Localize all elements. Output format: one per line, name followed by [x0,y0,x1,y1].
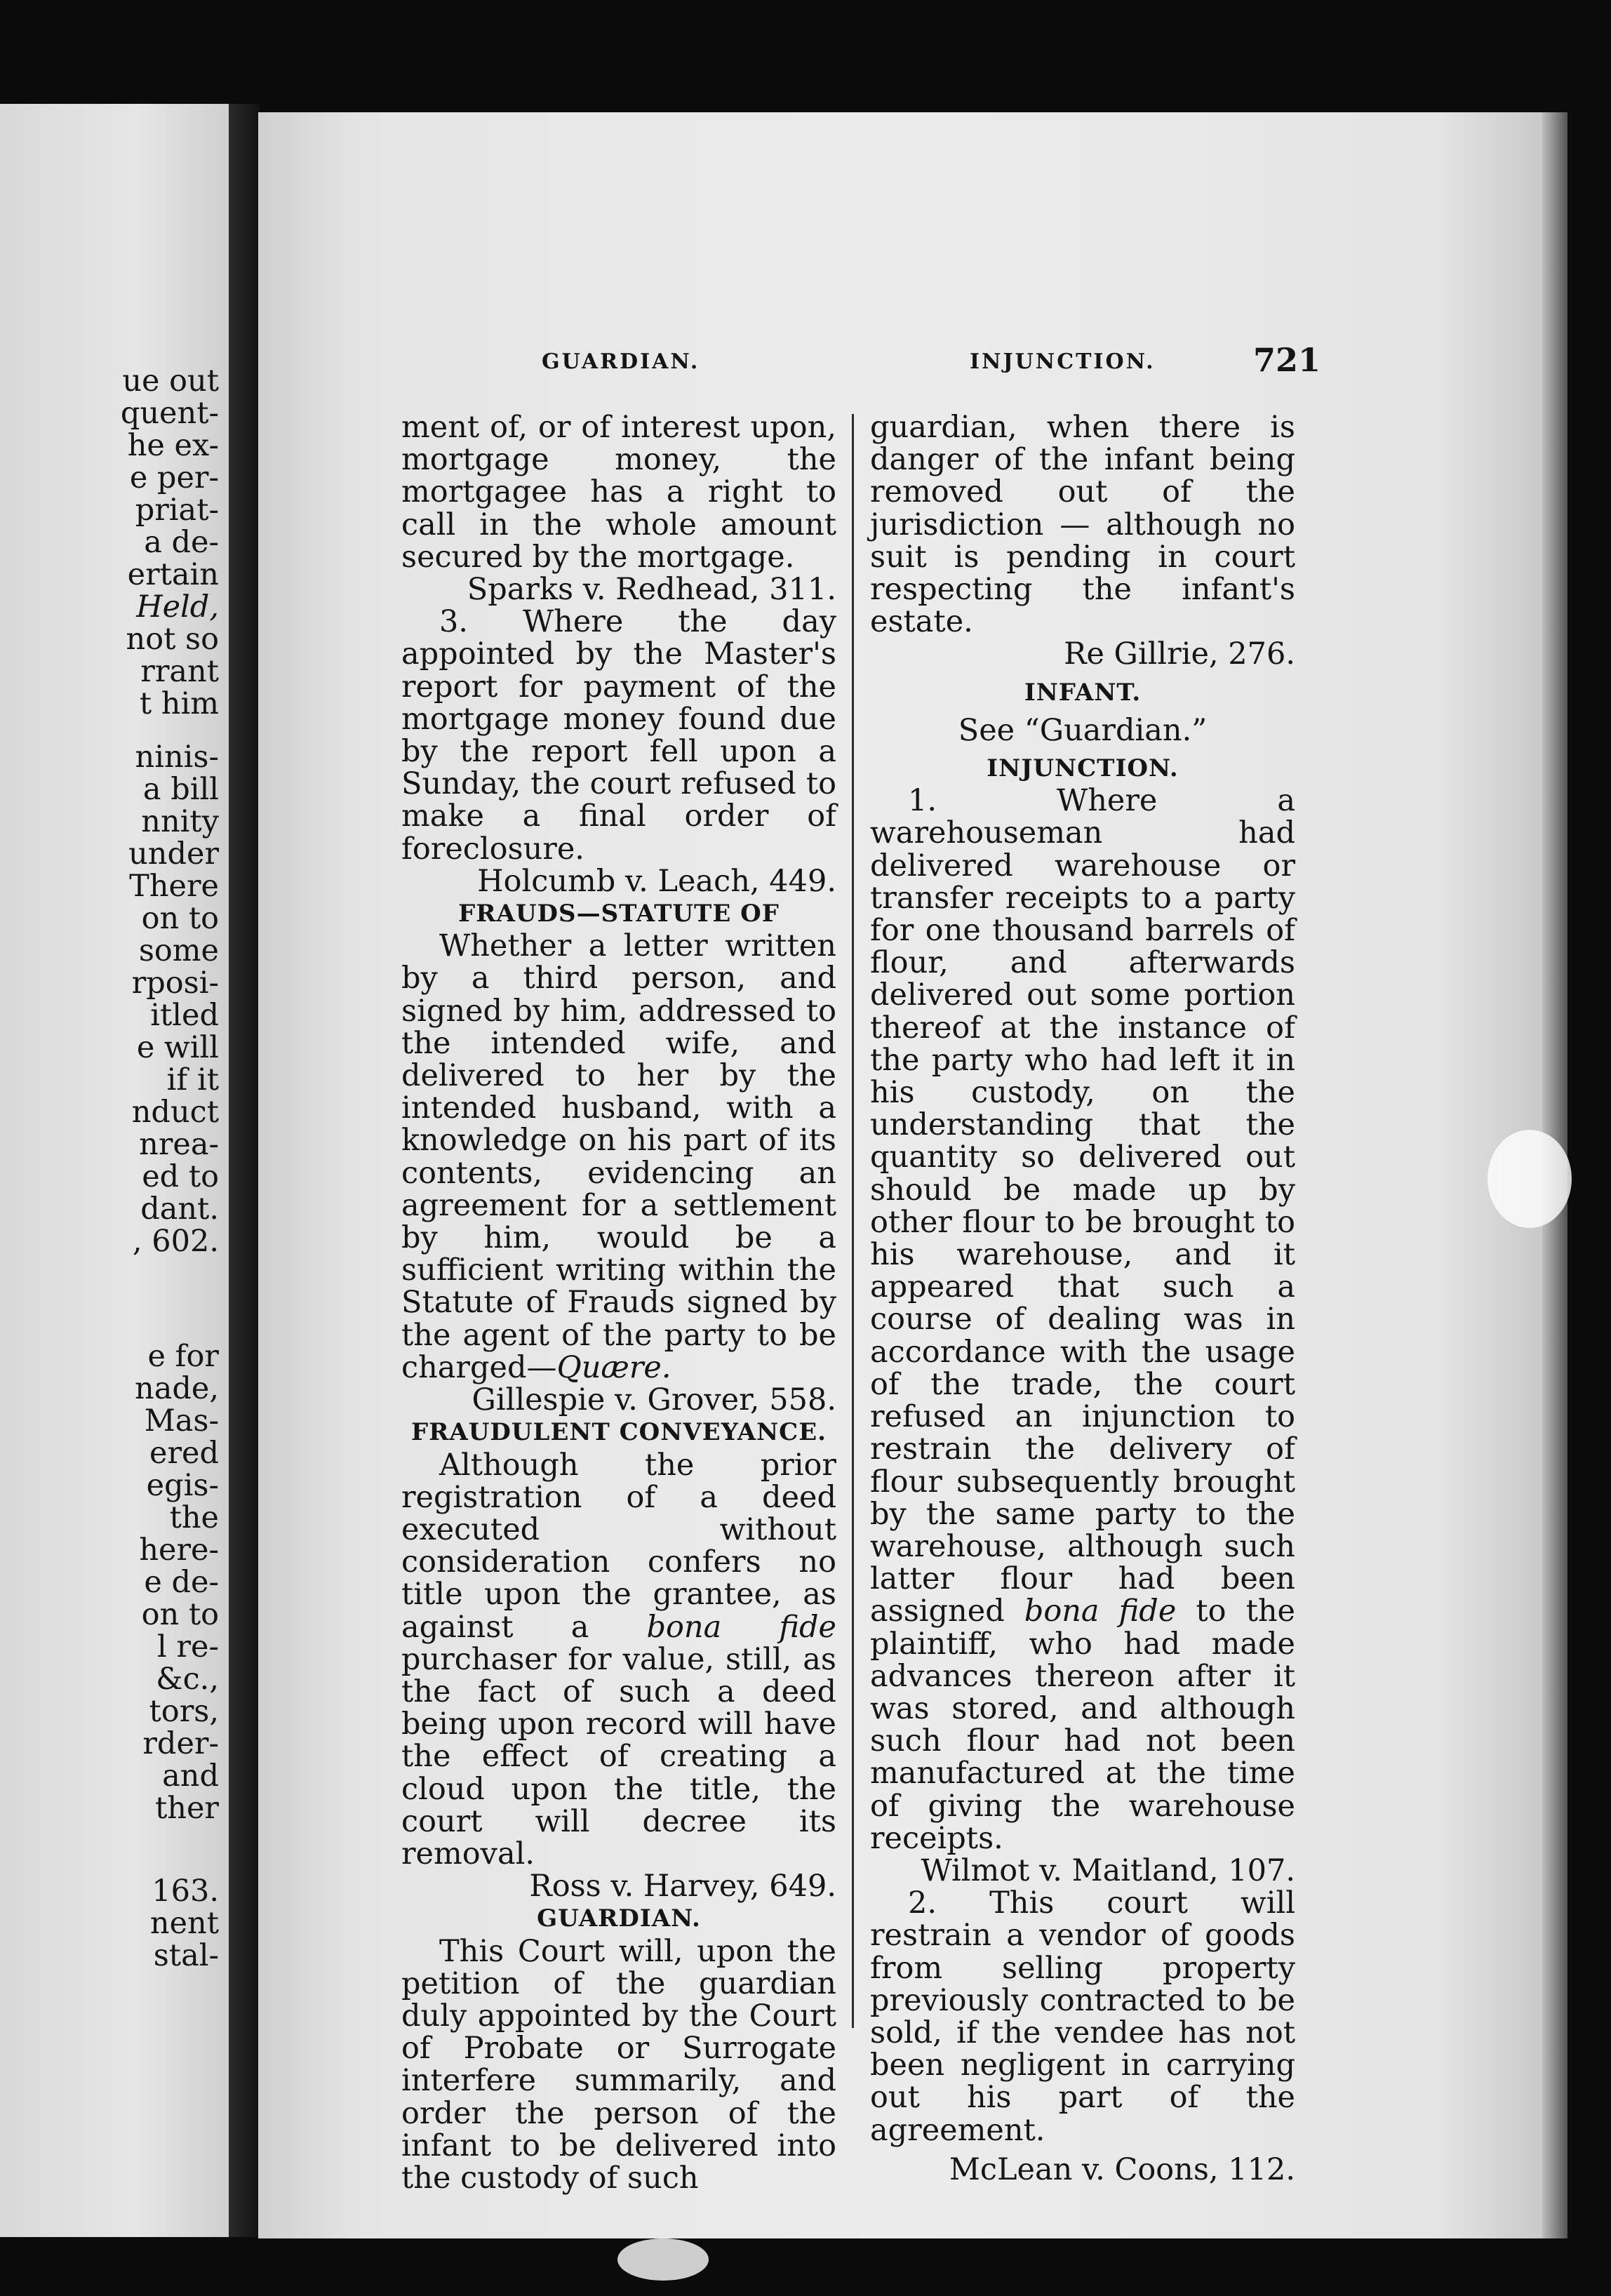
left-page-line: ered [149,1436,219,1471]
left-page-text-block-3 [135,1340,219,1824]
paragraph: Although the prior registration of a deed executed without consideration confers no title upon the grantee, as against a bona fide purchaser for value, still, as the fact of such a deed being upon record will have the effect of creating a cloud upon the title, the court will decree its removal. [401,1447,836,1871]
case-citation: Re Gillrie, 276. [1064,636,1295,672]
left-page-line: t him [139,686,219,721]
left-page-line: egis- [146,1468,219,1503]
paragraph: This Court will, upon the petition of the guardian duly appointed by the Court of Probate or Surrogate interfere summarily, and order the person of the infant to be delivered into the custody of such [401,1933,836,2196]
left-page-line: a bill [142,772,219,807]
left-page-line: &c., [156,1662,219,1697]
left-page-line: ertain [127,557,219,592]
left-page-line: on to [141,901,219,936]
left-page-line: on to [141,1597,219,1632]
left-page-line: here- [139,1533,219,1568]
left-page-line: priat- [135,493,219,528]
left-page-line: rder- [142,1726,219,1761]
left-page-line: not so [126,622,219,657]
section-heading: INFANT. [1024,678,1142,707]
left-page-line: nade, [135,1371,219,1406]
column-divider [852,414,854,2028]
left-page-line: he ex- [127,428,219,463]
left-page-line: some [138,933,219,968]
left-page-line: if it [166,1062,219,1097]
paragraph: 3. Where the day appointed by the Master's report for payment of the mortgage money found due by the report fell upon a Sunday, the court refused to make a final order of foreclosure. [401,604,836,867]
left-page-line: , 602. [132,1224,219,1259]
paragraph: ment of, or of interest upon, mortgage money, the mortgagee has a right to call in the whole amount secured by the mortgage. [401,410,836,575]
left-page-line: stal- [153,1938,219,1973]
left-page-line: and [162,1758,219,1794]
case-citation: Gillespie v. Grover, 558. [472,1382,836,1418]
book-gutter [229,104,260,2237]
left-page-line: the [169,1500,219,1535]
case-citation: Ross v. Harvey, 649. [529,1869,836,1904]
paragraph: 2. This court will restrain a vendor of goods from selling property previously contracted to be sold, if the vendee has not been negligent in carrying out his part of the agreement. [870,1885,1295,2148]
left-page-line: e will [136,1030,219,1065]
case-citation: Wilmot v. Maitland, 107. [921,1853,1295,1888]
left-page-line: Mas- [144,1403,219,1439]
right-column [870,411,1295,2186]
left-page-line: nent [149,1906,219,1941]
section-heading: INJUNCTION. [987,754,1179,783]
left-page-text-block-4 [150,1875,219,1972]
left-page-text-block-1 [121,365,219,720]
left-page-line: e de- [144,1565,219,1600]
left-page-line: nnity [141,804,219,839]
left-page-line: l re- [157,1629,219,1664]
left-page-line: 163. [152,1874,219,1909]
page-number: 721 [1253,341,1321,379]
left-page-line: Held, [136,589,219,625]
left-page-line: rrant [140,654,219,689]
left-page-line: under [128,836,219,872]
paragraph: Whether a letter written by a third person, and signed by him, addressed to the intended wife, and delivered to her by the intended husband, with a knowledge on his part of its contents, evidencing an agreement for a settlement by him, would be a sufficient writing within the Statute of Frauds signed by the agent of the party to be charged—Quære. [401,928,836,1385]
left-page-line: ninis- [135,740,219,775]
running-header-left: GUARDIAN. [542,349,700,374]
paper-blemish [1488,1130,1572,1228]
left-column [401,411,836,2194]
left-page-line: nrea- [139,1127,219,1162]
cross-reference: See “Guardian.” [958,712,1208,748]
left-page-text-block-2 [128,741,219,1257]
section-heading: GUARDIAN. [537,1904,701,1933]
left-page-line: rposi- [131,966,219,1001]
section-heading: FRAUDS—STATUTE OF [458,900,780,928]
left-page-line: dant. [140,1192,219,1227]
left-page-line: There [129,869,219,904]
left-page-line: quent- [120,396,219,431]
left-page-line: ed to [142,1159,219,1194]
case-citation: McLean v. Coons, 112. [949,2151,1295,2187]
section-heading: FRAUDULENT CONVEYANCE. [410,1418,827,1447]
running-header-right: INJUNCTION. [970,349,1156,374]
left-page-line: a de- [144,525,219,560]
left-page-line: tors, [149,1694,219,1729]
left-page-line: e per- [129,460,219,495]
case-citation: Holcumb v. Leach, 449. [477,863,836,899]
left-page-line: ther [155,1791,219,1826]
paragraph: guardian, when there is danger of the infant being removed out of the jurisdiction — although no suit is pending in court respecting the infant's estate. [870,410,1295,640]
left-page-fragment [0,104,229,2237]
case-citation: Sparks v. Redhead, 311. [467,572,836,608]
left-page-line: nduct [131,1095,219,1130]
left-page-line: ue out [122,363,219,399]
left-page-line: itled [150,998,219,1033]
paragraph: 1. Where a warehouseman had delivered warehouse or transfer receipts to a party for one thousand barrels of flour, and afterwards delivered out some portion thereof at the instance of the party who had left it in his custody, on the understanding that the quantity so delivered out should be made up by other flour to be brought to his warehouse, and it appeared that such a course of dealing was in accordance with the usage of the trade, the court refused an injunction to restrain the delivery of flour subsequently brought by the same party to the warehouse, although such latter flour had been assigned bona fide to the plaintiff, who had made advances thereon after it was stored, and although such flour had not been manufactured at the time of giving the warehouse receipts. [870,783,1295,1856]
left-page-line: e for [147,1339,219,1374]
paper-blemish [617,2238,709,2281]
